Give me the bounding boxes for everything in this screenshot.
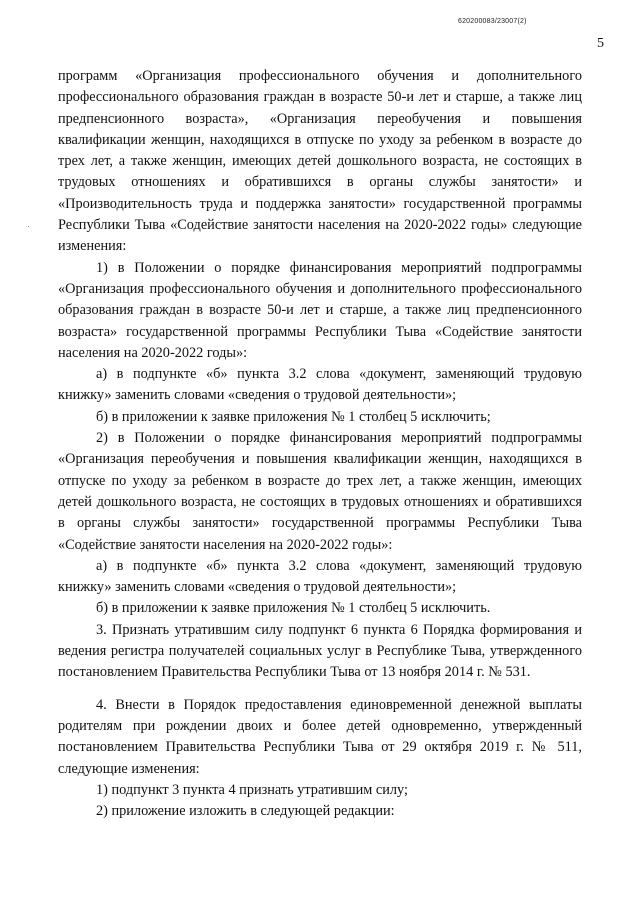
- paragraph-item-1a: а) в подпункте «б» пункта 3.2 слова «документ, заменяющий трудовую книжку» заменить словами «сведения о трудовой деятельности»;: [58, 366, 582, 404]
- paragraph-continuation: программ «Организация профессионального обучения и дополнительного профессионального образования граждан в возрасте 50-и лет и старше, а также лиц предпенсионного возраста», «Организация переобучения и повышения квалификации женщин, находящихся в отпуске по уходу за ребенком в возрасте до трех лет, а также женщин, имеющих детей дошкольного возраста, не состоящих в трудовых отношениях и обратившихся в органы службы занятости» и «Производительность труда и поддержка занятости» государственной программы Республики Тыва «Содействие занятости населения на 2020-2022 годы» следующие изменения:: [58, 68, 582, 255]
- document-code: 620200083/23007(2): [458, 18, 527, 25]
- paragraph-item-2b: б) в приложении к заявке приложения № 1 столбец 5 исключить.: [96, 600, 491, 617]
- paragraph-point-3: 3. Признать утратившим силу подпункт 6 пункта 6 Порядка формирования и ведения регистра получателей социальных услуг в Республике Тыва, утвержденного постановлением Правительства Республики Тыва от 13 ноября 2014 г. № 531.: [58, 621, 582, 681]
- paragraph-point-4: 4. Внести в Порядок предоставления единовременной денежной выплаты родителям при рождении двоих и более детей одновременно, утвержденный постановлением Правительства Республики Тыва от 29 октября 2019 г. № 511, следующие изменения:: [58, 696, 582, 777]
- margin-mark: [28, 226, 29, 227]
- page-number: 5: [597, 36, 604, 51]
- paragraph-point-4-1: 1) подпункт 3 пункта 4 признать утратившим силу;: [96, 781, 408, 798]
- paragraph-point-4-2: 2) приложение изложить в следующей редакции:: [96, 803, 395, 820]
- paragraph-item-2: 2) в Положении о порядке финансирования мероприятий подпрограммы «Организация переобучения и повышения квалификации женщин, находящихся в отпуске по уходу за ребенком в возрасте до трех лет, а также женщин, имеющих детей дошкольного возраста, не состоящих в трудовых отношениях и обратившихся в органы службы занятости» государственной программы Республики Тыва «Содействие занятости населения на 2020-2022 годы»:: [58, 430, 582, 553]
- paragraph-item-2a: а) в подпункте «б» пункта 3.2 слова «документ, заменяющий трудовую книжку» заменить словами «сведения о трудовой деятельности»;: [58, 557, 582, 596]
- paragraph-item-1: 1) в Положении о порядке финансирования мероприятий подпрограммы «Организация профессионального обучения и дополнительного профессионального образования граждан в возрасте 50-и лет и старше, а также лиц предпенсионного возраста» государственной программы Республики Тыва «Содействие занятости населения на 2020-2022 годы»:: [58, 259, 582, 361]
- paragraph-item-1b: б) в приложении к заявке приложения № 1 столбец 5 исключить;: [96, 408, 491, 425]
- document-body: [58, 66, 582, 822]
